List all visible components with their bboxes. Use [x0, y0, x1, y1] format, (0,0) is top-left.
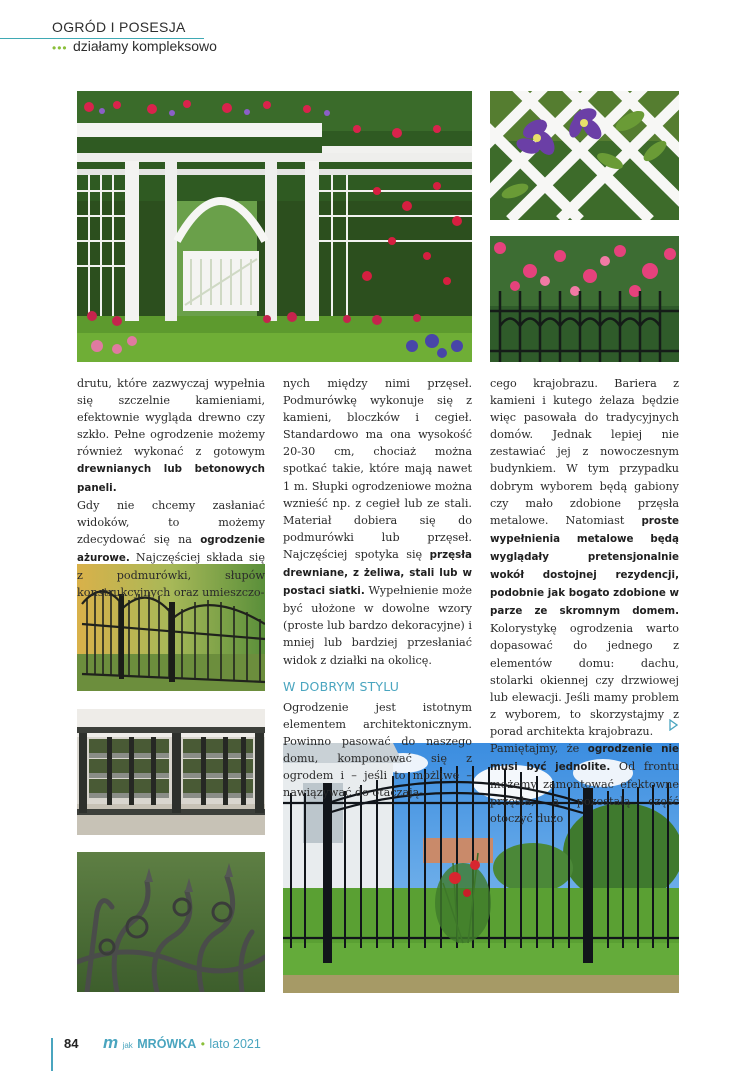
- text-run: Gdy nie chcemy zasłaniać widoków, to możemy zdecydować się na: [77, 498, 265, 546]
- issue-label: lato 2021: [209, 1037, 261, 1051]
- section-subtitle: działamy kompleksowo: [73, 38, 217, 54]
- bold-phrase: ogrodzenie nie musi być jednolite.: [490, 742, 680, 774]
- bold-phrase: ogrodzenie ażurowe.: [77, 533, 265, 564]
- text-run: Kolorystykę ogrodzenia warto dopasować do jednego z elementów domu: dachu, stolarki okiennej czy drzwiowej lub elewacji. Jeśli mamy problem z wyborem, to skorzystajmy z porad architekta krajobrazu.: [490, 622, 679, 738]
- text-run: drutu, które zazwyczaj wypełnia się szczelnie kamieniami, efektownie wygląda drewno czy szkło. Pełne ogrodzenie możemy również wykonać z gotowym: [77, 377, 265, 459]
- page-number: 84: [64, 1036, 79, 1051]
- text-run: Najczęściej składa się z podmurówki, słupów konstrukcyjnych oraz umieszczo-: [77, 550, 265, 600]
- paragraph: [77, 497, 265, 602]
- text-run: Pamiętajmy, że: [490, 741, 588, 755]
- article-column-2: [283, 375, 472, 801]
- bold-phrase: przęsła drewniane, z żeliwa, stali lub w postaci siatki.: [283, 548, 472, 598]
- section-title: OGRÓD I POSESJA: [52, 19, 186, 35]
- article-column-1: [77, 375, 265, 601]
- paragraph: [490, 740, 679, 827]
- text-run: nych między nimi przęseł. Podmurówkę wykonuje się z kamieni, bloczków i cegieł. Standardowo ma ona wysokość 20-30 cm, chociaż można spotkać takie, które mają nawet 1 m. Słupki ogrodzeniowe można wznieść np. z cegieł lub ze stali. Materiał dobiera się do podmurówki lub przęseł. Najczęściej spotyka się: [283, 377, 472, 561]
- bold-phrase: proste wypełnienia metalowe będą wyglądały pretensjonalnie wokół dostojnej rezydencji, podobnie jak bogato zdobione w parze ze skromnym domem.: [490, 514, 679, 618]
- bold-phrase: drewnianych lub betonowych paneli.: [77, 463, 265, 494]
- paragraph: Ogrodzenie jest istotnym elementem architektonicznym. Powinno pasować do naszego domu, komponować się z ogrodem i – jeśli to możliwe – nawiązywać do otaczają-: [283, 700, 472, 800]
- pergola-gate-photo: [77, 91, 472, 362]
- section-heading: W DOBRYM STYLU: [283, 678, 400, 694]
- brand-logo-m: m: [103, 1033, 119, 1052]
- metal-fence-roses-photo: [490, 236, 679, 362]
- text-run: Od frontu możemy zamontować efektowne przęsła, a pozostałą część otoczyć dużo: [490, 760, 679, 826]
- brand-name: MRÓWKA: [137, 1037, 197, 1051]
- brand-jak: jak: [122, 1041, 133, 1050]
- footer-rule: [51, 1038, 53, 1071]
- magazine-brand: [103, 1033, 261, 1053]
- header-dots: •••: [52, 41, 68, 55]
- text-run: Wypełnienie może być ułożone w dowolne wzory (proste lub bardzo dekoracyjne) i mniej lub bardziej przesłaniać widok z działki na okolicę.: [283, 584, 472, 667]
- paragraph: [77, 375, 265, 497]
- continue-arrow-icon: [669, 719, 678, 731]
- paragraph: [490, 375, 679, 740]
- paragraph: [283, 375, 472, 669]
- lattice-clematis-photo: [490, 91, 679, 220]
- ornamental-wrought-iron-photo: [77, 852, 265, 992]
- text-run: cego krajobrazu. Bariera z kamieni i kutego żelaza będzie więc pasowała do tradycyjnych domów. Jednak lepiej nie zestawiać jej z nowoczesnym budynkiem. W tym przypadku dobrym wyborem będą gabiony czy mało zdobione przęsła metalowe. Natomiast: [490, 377, 679, 527]
- article-column-3: [490, 375, 679, 827]
- brand-separator: •: [200, 1037, 205, 1051]
- modular-panel-fence-photo: [77, 709, 265, 835]
